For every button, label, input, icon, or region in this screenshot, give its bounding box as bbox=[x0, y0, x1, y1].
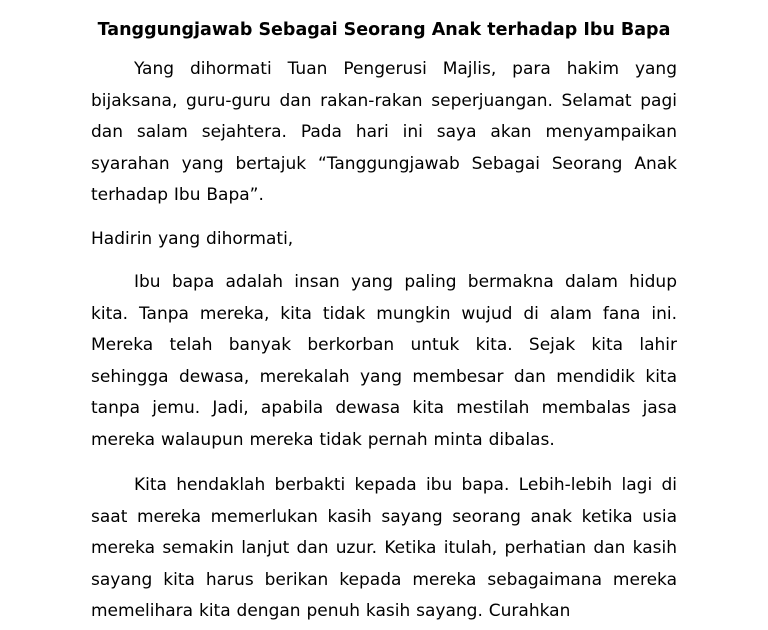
paragraph-greeting: Yang dihormati Tuan Pengerusi Majlis, para hakim yang bijaksana, guru-guru dan rakan-rakan seperjuangan. Selamat pagi dan salam sejahtera. Pada hari ini saya akan menyampaikan syarahan yang bertajuk “Tanggungjawab Sebagai Seorang Anak terhadap Ibu Bapa”. bbox=[91, 59, 677, 206]
paragraph-salutation: Hadirin yang dihormati, bbox=[91, 229, 294, 249]
paragraph-parents-meaning: Ibu bapa adalah insan yang paling bermakna dalam hidup kita. Tanpa mereka, kita tidak mungkin wujud di alam fana ini. Mereka telah banyak berkorban untuk kita. Sejak kita lahir sehingga dewasa, merekalah yang membesar dan mendidik kita tanpa jemu. Jadi, apabila dewasa kita mestilah membalas jasa mereka walaupun mereka tidak pernah minta dibalas. bbox=[91, 272, 677, 450]
paragraph-devotion: Kita hendaklah berbakti kepada ibu bapa. Lebih-lebih lagi di saat mereka memerlukan kasih sayang seorang anak ketika usia mereka semakin lanjut dan uzur. Ketika itulah, perhatian dan kasih sayang kita harus berikan kepada mereka sebagaimana mereka memelihara kita dengan penuh kasih sayang. Curahkan bbox=[91, 475, 677, 622]
document-title: Tanggungjawab Sebagai Seorang Anak terhadap Ibu Bapa bbox=[97, 20, 671, 40]
